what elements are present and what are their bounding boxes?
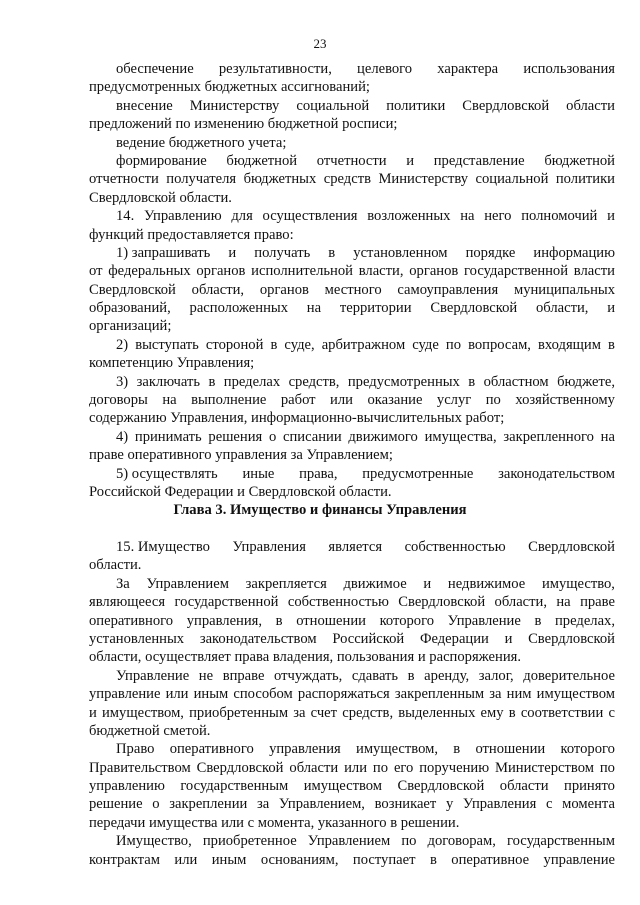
- word: в: [608, 336, 615, 353]
- word: и: [89, 704, 97, 721]
- word: приобретенное: [202, 833, 297, 850]
- word: выполнение: [191, 392, 267, 409]
- text-line: [89, 465, 615, 483]
- word: в: [508, 704, 516, 721]
- word: Управлением: [307, 833, 391, 850]
- text-line: [89, 795, 615, 813]
- text-line: [89, 170, 615, 188]
- word: отчетности: [316, 152, 387, 169]
- word: арбитражном: [321, 336, 406, 353]
- word: 3): [116, 373, 129, 390]
- word: суде: [412, 336, 439, 353]
- word: установленном: [353, 244, 448, 261]
- text-line: функций предоставляется право:: [89, 226, 294, 243]
- word: или: [344, 759, 368, 776]
- word: вправе: [222, 667, 265, 684]
- word: образований,: [89, 300, 171, 317]
- word: на: [600, 428, 615, 445]
- word: является: [328, 539, 383, 555]
- word: иным: [193, 686, 229, 703]
- word: или: [174, 851, 198, 868]
- word: работ: [280, 392, 316, 409]
- word: способом: [233, 686, 293, 703]
- word: области,: [191, 281, 245, 298]
- document-body-top: [89, 60, 615, 501]
- word: в: [208, 373, 216, 390]
- word: Управлением: [146, 575, 229, 592]
- word: предусмотренных: [347, 373, 460, 390]
- word: его: [393, 759, 414, 776]
- text-line: бюджетной сметой.: [89, 722, 211, 739]
- word: по: [599, 759, 615, 776]
- word: у: [445, 796, 454, 813]
- word: за: [293, 704, 306, 721]
- text-line: [89, 97, 615, 115]
- word: областном: [483, 373, 549, 390]
- word: собственностью: [404, 539, 506, 555]
- text-line: [89, 428, 615, 446]
- word: Право: [116, 741, 155, 758]
- word: с: [608, 704, 615, 721]
- word: закрепленным: [394, 686, 485, 703]
- text-line: организаций;: [89, 318, 172, 335]
- text-line: ведение бюджетного учета;: [116, 134, 287, 151]
- document-body-bottom: [89, 538, 615, 869]
- text-line: [89, 575, 615, 593]
- word: или: [330, 392, 353, 409]
- word: по: [485, 392, 501, 409]
- word: Свердловской: [528, 630, 615, 647]
- word: управления: [269, 741, 341, 758]
- word: момента: [562, 796, 615, 813]
- word: договорам,: [427, 833, 496, 850]
- text-line: [89, 630, 615, 648]
- word: выделенных: [398, 704, 476, 721]
- word: от: [89, 263, 103, 280]
- word: бюджетной: [226, 152, 298, 169]
- word: Правительством: [89, 759, 191, 776]
- word: соответствии: [520, 704, 604, 721]
- word: муниципальных: [513, 281, 615, 298]
- word: залог,: [478, 667, 514, 684]
- word: самоуправления: [397, 281, 499, 298]
- word: доверительное: [523, 667, 615, 684]
- word: распоряжаться: [297, 686, 390, 703]
- word: которого: [560, 741, 615, 758]
- text-line: области.: [89, 557, 142, 574]
- word: ему: [480, 704, 504, 721]
- text-line: [89, 60, 615, 78]
- text-line: [89, 373, 615, 391]
- word: закрепляется: [245, 575, 327, 592]
- word: установленных: [89, 630, 185, 647]
- word: законодательством: [498, 465, 615, 482]
- word: управления,: [186, 612, 263, 629]
- word: стороной: [205, 336, 264, 353]
- text-line: области, осуществляет права владения, пользования и распоряжения.: [89, 649, 522, 666]
- word: исполнительной: [251, 263, 353, 280]
- text-line: Свердловской области.: [89, 189, 232, 206]
- word: представление: [433, 152, 525, 169]
- word: него: [484, 208, 512, 225]
- word: возложенных: [367, 208, 451, 225]
- word: движимого: [348, 428, 418, 445]
- word: и: [607, 300, 615, 317]
- word: о: [268, 428, 277, 445]
- word: Управления: [232, 539, 306, 555]
- word: решения: [208, 428, 263, 445]
- word: информацию: [533, 244, 615, 261]
- word: 5) осуществлять: [116, 465, 218, 482]
- word: органов: [409, 263, 459, 280]
- word: Свердловской: [528, 539, 615, 555]
- word: Управления: [462, 796, 537, 813]
- word: и: [406, 152, 415, 169]
- word: собственностью: [287, 594, 389, 611]
- word: аренду,: [424, 667, 470, 684]
- word: Российской: [332, 630, 405, 647]
- word: управление: [89, 686, 161, 703]
- word: по: [401, 833, 417, 850]
- text-line: [89, 612, 615, 630]
- text-line: передачи имущества или с момента, указанного в решении.: [89, 814, 460, 831]
- text-line: праве оперативного управления за Управлением;: [89, 447, 393, 464]
- word: 15. Имущество: [116, 539, 210, 555]
- word: о: [152, 796, 160, 813]
- word: оперативного: [89, 612, 174, 629]
- word: возникает: [374, 796, 437, 813]
- word: 2): [116, 336, 129, 353]
- word: полномочий: [521, 208, 598, 225]
- word: входящим: [538, 336, 601, 353]
- word: на: [306, 300, 322, 317]
- word: или: [165, 686, 189, 703]
- text-line: [89, 244, 615, 262]
- word: недвижимое: [447, 575, 526, 592]
- word: на: [460, 208, 475, 225]
- word: отношении: [296, 612, 366, 629]
- word: Министерству: [378, 171, 469, 188]
- text-line: [89, 299, 615, 317]
- word: 14.: [116, 208, 135, 225]
- word: и: [504, 630, 513, 647]
- word: расположенных: [189, 300, 288, 317]
- word: бюджете,: [557, 373, 615, 390]
- word: ним: [506, 686, 532, 703]
- word: области,: [494, 594, 547, 611]
- word: приобретенным: [189, 704, 289, 721]
- word: законодательством: [199, 630, 317, 647]
- word: получать: [254, 244, 311, 261]
- word: договоры: [89, 392, 148, 409]
- text-line: компетенцию Управления;: [89, 355, 255, 372]
- word: сдавать: [351, 667, 399, 684]
- word: суде,: [284, 336, 315, 353]
- text-line: [89, 336, 615, 354]
- word: Имущество,: [116, 833, 192, 850]
- word: органов: [196, 263, 246, 280]
- word: порядке: [465, 244, 516, 261]
- word: характера: [437, 61, 499, 77]
- word: Свердловской: [397, 778, 485, 795]
- word: имуществом: [303, 778, 383, 795]
- word: бюджетной: [544, 152, 615, 169]
- word: за: [256, 796, 270, 813]
- word: отношении: [475, 741, 546, 758]
- text-line: [89, 832, 615, 850]
- word: государственным: [180, 778, 289, 795]
- word: формирование: [116, 152, 207, 169]
- word: не: [198, 667, 214, 684]
- word: области: [499, 778, 549, 795]
- word: имуществом,: [356, 741, 438, 758]
- page-number: 23: [313, 36, 327, 51]
- word: федеральных: [108, 263, 191, 280]
- word: которого: [379, 612, 435, 629]
- word: бюджетных: [243, 171, 317, 188]
- word: праве: [580, 594, 615, 611]
- word: принимать: [134, 428, 202, 445]
- word: власти,: [358, 263, 404, 280]
- word: имуществом: [536, 686, 615, 703]
- text-line: [89, 851, 615, 869]
- word: Свердловской: [196, 759, 284, 776]
- word: управлению: [89, 778, 165, 795]
- word: За: [116, 575, 130, 592]
- text-line: содержанию Управления, информационно-вычислительных работ;: [89, 410, 505, 427]
- word: и: [607, 208, 615, 225]
- word: Управление: [116, 667, 190, 684]
- word: Свердловской: [89, 281, 176, 298]
- word: области: [289, 759, 339, 776]
- word: права,: [299, 465, 338, 482]
- word: по: [445, 336, 462, 353]
- text-line: [89, 685, 615, 703]
- word: Федерации: [419, 630, 489, 647]
- word: имущество,: [541, 575, 615, 592]
- word: социальной: [475, 171, 549, 188]
- text-line: [89, 391, 615, 409]
- word: Свердловской: [462, 97, 550, 114]
- text-line: предложений по изменению бюджетной росписи;: [89, 116, 398, 133]
- text-line: [89, 667, 615, 685]
- text-line: [89, 704, 615, 722]
- word: в: [468, 373, 476, 390]
- word: иные: [242, 465, 275, 482]
- word: с: [546, 796, 553, 813]
- word: отчуждать,: [274, 667, 343, 684]
- word: оперативного: [169, 741, 254, 758]
- word: области,: [535, 300, 589, 317]
- word: органов: [259, 281, 309, 298]
- word: иным: [211, 851, 247, 868]
- text-line: [89, 538, 615, 556]
- word: области: [566, 97, 615, 114]
- word: целевого: [357, 61, 413, 77]
- word: и: [423, 575, 432, 592]
- word: в: [328, 244, 336, 261]
- word: выступать: [135, 336, 199, 353]
- word: на: [556, 594, 571, 611]
- text-line: [89, 777, 615, 795]
- word: контрактам: [89, 851, 160, 868]
- word: имуществом,: [101, 704, 184, 721]
- word: в: [429, 851, 437, 868]
- word: для: [231, 208, 253, 225]
- word: 4): [116, 428, 129, 445]
- word: вопросам,: [468, 336, 531, 353]
- word: политики: [555, 171, 615, 188]
- word: в: [275, 612, 283, 629]
- word: являющееся: [89, 594, 166, 611]
- word: власти: [573, 263, 615, 280]
- word: поручению: [419, 759, 490, 776]
- word: пределах: [223, 373, 281, 390]
- word: политики: [386, 97, 446, 114]
- word: в: [453, 741, 461, 758]
- word: государственной: [464, 263, 569, 280]
- word: государственным: [507, 833, 615, 850]
- word: закрепленного: [503, 428, 594, 445]
- text-line: [89, 207, 615, 225]
- word: основаниям,: [260, 851, 339, 868]
- word: принято: [564, 778, 615, 795]
- word: территории: [339, 300, 412, 317]
- word: управление: [543, 851, 615, 868]
- word: поступает: [352, 851, 416, 868]
- word: списании: [282, 428, 342, 445]
- word: социальной: [296, 97, 370, 114]
- word: отчетности: [89, 171, 159, 188]
- word: закреплении: [169, 796, 248, 813]
- word: Управление: [447, 612, 521, 629]
- word: в: [407, 667, 415, 684]
- word: движимое: [343, 575, 407, 592]
- text-line: предусмотренных бюджетных ассигнований;: [89, 79, 370, 96]
- word: решение: [89, 796, 143, 813]
- text-line: Российской Федерации и Свердловской области.: [89, 483, 392, 500]
- word: средств: [323, 171, 371, 188]
- word: за: [489, 686, 502, 703]
- word: оперативное: [451, 851, 530, 868]
- word: результативности,: [218, 61, 332, 77]
- word: использования: [523, 61, 615, 77]
- word: местного: [324, 281, 382, 298]
- word: по: [372, 759, 389, 776]
- word: в: [270, 336, 278, 353]
- word: внесение: [116, 97, 173, 114]
- text-line: [89, 262, 615, 280]
- word: средств,: [342, 704, 394, 721]
- word: Свердловской: [398, 594, 486, 611]
- word: средств,: [288, 373, 340, 390]
- word: предусмотренные: [362, 465, 474, 482]
- word: оказание: [367, 392, 423, 409]
- word: на: [162, 392, 177, 409]
- word: обеспечение: [116, 61, 194, 77]
- word: хозяйственному: [515, 392, 615, 409]
- word: и: [228, 244, 237, 261]
- word: услуг: [436, 392, 472, 409]
- word: государственной: [174, 594, 279, 611]
- word: в: [534, 612, 542, 629]
- word: Министерством: [495, 759, 594, 776]
- chapter-heading: Глава 3. Имущество и финансы Управления: [173, 502, 467, 518]
- word: счет: [310, 704, 338, 721]
- text-line: [89, 593, 615, 611]
- word: осуществления: [262, 208, 358, 225]
- word: получателя: [166, 171, 237, 188]
- text-line: [89, 759, 615, 777]
- word: имущества,: [424, 428, 497, 445]
- word: заключать: [136, 373, 201, 390]
- word: 1) запрашивать: [116, 244, 211, 261]
- text-line: [89, 740, 615, 758]
- text-line: [89, 281, 615, 299]
- word: пределах,: [555, 612, 615, 629]
- word: Министерству: [189, 97, 280, 114]
- word: Свердловской: [430, 300, 518, 317]
- word: Управлением,: [278, 796, 365, 813]
- word: Управлению: [144, 208, 222, 225]
- text-line: [89, 152, 615, 170]
